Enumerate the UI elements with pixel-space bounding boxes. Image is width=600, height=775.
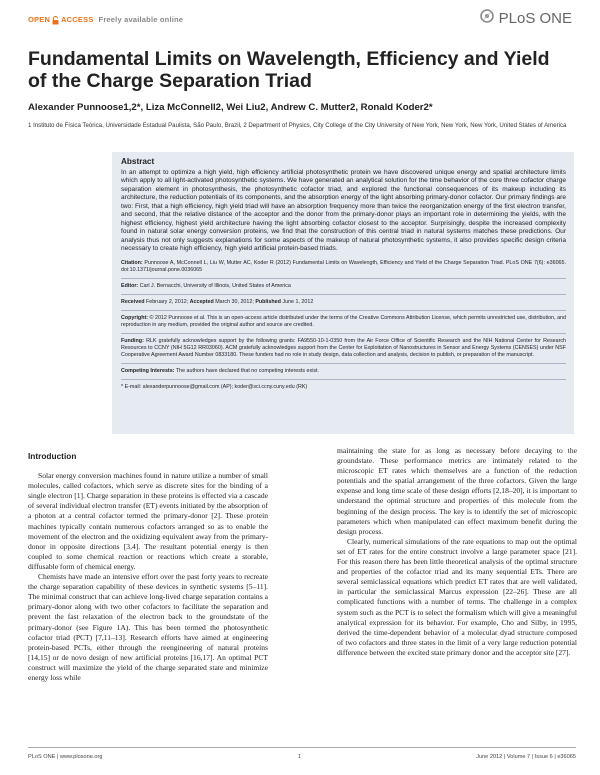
journal-logo (479, 8, 572, 29)
freely-available-label: Freely available online (98, 15, 184, 24)
page-number: 1 (298, 754, 302, 760)
page-footer (28, 747, 576, 761)
paragraph: maintaining the state for as long as necessary before decaying to the groundstate. These performance metrics are intimately related to the microscopic ET rates which themselves are a function of the reduction potentials and the spatial arrangement of the three cofactors. Given the large expense and long time scale of these design efforts [2,18–20], it is important to understand the optimal structure and properties of this molecule from the beginning of the design process. The key is to identify the set of microscopic parameters which when manipulated can effect maximum benefit during the design process. (337, 446, 577, 536)
competing-interests: Competing Interests: The authors have declared that no competing interests exist. (121, 367, 320, 374)
footer-issue: June 2012 | Volume 7 | Issue 6 | e36065 (476, 754, 576, 760)
divider (121, 379, 566, 380)
citation: Citation: Punnoose A, McConnell L, Liu W, Mutter AC, Koder R (2012) Fundamental Limits on Wavelength, Efficiency and Yield of the Charge Separation Triad. PLoS ONE 7(6): e36065. doi:10.1371/journal.pone.0036065 (121, 259, 566, 273)
open-lock-icon (52, 16, 59, 24)
column-left (28, 451, 268, 683)
contact-email: * E-mail: alexanderpunnoose@gmail.com (AP); koder@sci.ccny.cuny.edu (RK) (121, 383, 308, 390)
funding: Funding: RLK gratefully acknowledges support by the following grants: FA9550-10-1-0350 from the Air Force Office of Scientific Research and the NIH National Center for Research Resources to CCNY (NIH 5G12 RR03060). ACM gratefully acknowledges support from the Center for Exploitation of Nanostructures in Sensor and Energy Systems (CENSES) under NSF Cooperative Agreement Award Number 0833180. These funders had no role in study design, data collection and analysis, decision to publish, or preparation of the manuscript. (121, 337, 566, 358)
paragraph: Chemists have made an intensive effort over the past forty years to recreate the charge separation capability of these devices in synthetic systems [5–11]. The minimal construct that can achieve long-lived charge separation contains a primary-donor along with two other cofactors to facilitate the separation and prevent the fast relaxation of the electron back to the groundstate of the primary-donor (see Figure 1A). This has been termed the photosynthetic cofactor triad (PCT) [7,11–13]. Research efforts have aimed at engineering protein-based PCTs, either through the reengineering of natural proteins [14,15] or de novo design of new artificial proteins [16,17]. An optimal PCT construct will maximize the yield of the charge separated state and minimize energy loss while (28, 572, 268, 682)
divider (121, 363, 566, 364)
open-access-label: OPEN (28, 15, 51, 24)
abstract-text: In an attempt to optimize a high yield, high efficiency artificial photosynthetic protein we have discovered unique energy and spatial architecture limits which apply to all light-activated photosynthetic systems. We have generated an analytical solution for the time behavior of the core three cofactor charge separation element in photosynthesis, the photosynthetic cofactor triad, and explored the functional consequences of its makeup including its architecture, the reduction potentials of its components, and the absorption energy of the light absorbing primary-donor cofactor. Our primary findings are two: First, that a high efficiency, high yield triad will have an absorption frequency more than twice the reorganization energy of the first electron transfer, and second, that the relative distance of the acceptor and the donor from the primary-donor plays an important role in determining the yields, with the highest efficiency, highest yield architecture having the light absorbing cofactor closest to the acceptor. Surprisingly, despite the increased complexity found in natural solar energy conversion proteins, we find that the construction of this central triad in natural systems matches these predictions. Our analysis thus not only suggests explanations for some aspects of the makeup of natural photosynthetic systems, it also provides specific design criteria necessary to create high efficiency, high yield artificial protein-based triads. (121, 169, 566, 253)
paragraph: Clearly, numerical simulations of the rate equations to map out the optimal set of ET rates for the entire construct involve a large parameter space [21]. For this reason there has been little theoretical analysis of the optimal structure and properties of the cofactor triad and its many sequential ETs. There are several semiclassical equations which predict ET rates that are well validated, in particular the semiclassical Marcus expression [22–26]. These are all complicated functions with a number of terms. The challenge in a complex system such as the PCT is to select the formalism which will give a meaningful analytical expression for its behavior. For example, Cho and Silby, in 1995, derived the time-dependent behavior of a molecular dyad structure composed of two cofactors and three states in the limit of a very large reduction potential difference between the excited state primary donor and the acceptor site [27]. (337, 536, 577, 657)
paragraph: Solar energy conversion machines found in nature utilize a number of small molecules, called cofactors, which serve as discrete sites for the binding of a single electron [1]. Charge separation in these proteins is effected via a cascade of several individual electron transfer (ET) events initiated by the absorption of a photon at a central cofactor termed the primary-donor [2]. These protein machines typically contain numerous cofactors arranged so as to enable the movement of the electron and the oxidizing equivalent away from the primary-donor in opposite directions [3,4]. The resultant potential energy is then coupled to some chemical reaction or reactions which create a storable, diffusable form of chemical energy. (28, 471, 268, 571)
journal-name: PLoS ONE (498, 10, 572, 27)
abstract-box (112, 152, 574, 434)
plos-logo-icon (479, 8, 495, 29)
abstract-heading: Abstract (121, 157, 155, 166)
dates: Received February 2, 2012; Accepted March 30, 2012; Published June 1, 2012 (121, 298, 314, 305)
editor: Editor: Carl J. Bernacchi, University of Illinois, United States of America (121, 282, 291, 289)
open-access-banner (28, 15, 183, 24)
journal-header (0, 0, 600, 36)
divider (121, 333, 566, 334)
divider (121, 294, 566, 295)
author-list: Alexander Punnoose1,2*, Liza McConnell2, Wei Liu2, Andrew C. Mutter2, Ronald Koder2* (28, 102, 433, 113)
footer-journal: PLoS ONE | www.plosone.org (28, 754, 103, 760)
article-title: Fundamental Limits on Wavelength, Efficiency and Yield of the Charge Separation Triad (28, 48, 550, 92)
column-right (337, 446, 577, 658)
divider (121, 310, 566, 311)
introduction-heading: Introduction (28, 451, 77, 461)
divider (121, 278, 566, 279)
affiliations: 1 Instituto de Física Teórica, Universidade Estadual Paulista, São Paulo, Brazil, 2 Department of Physics, City College of the City University of New York, New York, New York, United States of America (28, 122, 567, 129)
access-label: ACCESS (61, 15, 94, 24)
copyright: Copyright: © 2012 Punnoose et al. This is an open-access article distributed under the terms of the Creative Commons Attribution License, which permits unrestricted use, distribution, and reproduction in any medium, provided the original author and source are credited. (121, 314, 566, 328)
